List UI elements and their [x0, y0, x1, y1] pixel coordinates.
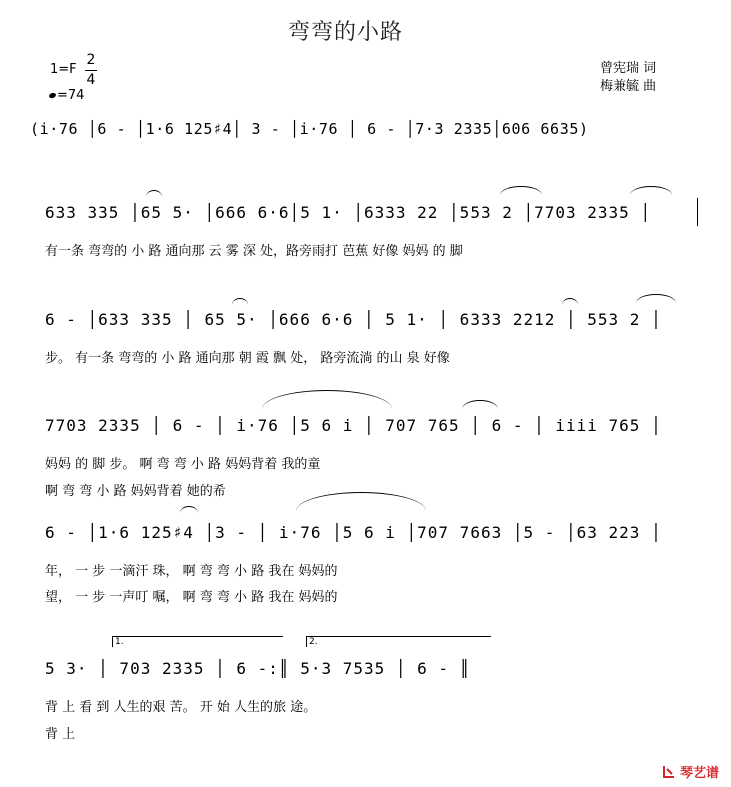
volta-bracket-2: 2.	[306, 636, 491, 647]
song-title: 弯弯的小路	[288, 20, 404, 45]
slur-mark	[630, 186, 672, 195]
slur-mark	[180, 506, 198, 513]
notation-row-2: 633 335 │65 5· │666 6·6│5 1· │6333 22 │553 2 │7703 2335 │	[45, 203, 652, 222]
notation-row-5: 6 - │1·6 125♯4 │3 - │ i·76 │5 6 i │707 7663 │5 - │63 223 │	[45, 523, 662, 542]
volta-bracket-1: 1.	[112, 636, 283, 647]
lyrics-row-5-verse-2: 望， 一 步 一声叮 嘱， 啊 弯 弯 小 路 我在 妈妈的	[45, 590, 338, 605]
slur-mark	[500, 186, 542, 195]
composer-credit: 梅兼毓 曲	[600, 79, 657, 94]
lyrics-row-3: 步。 有一条 弯弯的 小 路 通向那 朝 霞 飘 处， 路旁流淌 的山 泉 好像	[45, 351, 450, 366]
lyrics-row-6-verse-2: 背 上	[45, 727, 76, 742]
quarter-note-icon	[48, 92, 56, 99]
lyrics-row-6-verse-1: 背 上 看 到 人生的艰 苦。 开 始 人生的旅 途。	[45, 700, 317, 715]
slur-mark	[462, 400, 498, 409]
time-signature-top: 2	[86, 52, 96, 68]
slur-mark	[636, 294, 676, 303]
lyrics-row-4-verse-2: 啊 弯 弯 小 路 妈妈背着 她的希	[45, 484, 226, 499]
lyrics-row-2: 有一条 弯弯的 小 路 通向那 云 雾 深 处，路旁雨打 芭蕉 好像 妈妈 的 脚	[45, 244, 463, 259]
slur-mark	[262, 390, 392, 409]
slur-mark	[296, 492, 426, 511]
slur-mark	[146, 190, 162, 197]
logo-icon	[662, 765, 676, 779]
lyrics-row-4-verse-1: 妈妈 的 脚 步。 啊 弯 弯 小 路 妈妈背着 我的童	[45, 457, 321, 472]
notation-row-4: 7703 2335 │ 6 - │ i·76 │5 6 i │ 707 765 │ 6 - │ iiii 765 │	[45, 416, 662, 435]
slur-mark	[562, 298, 578, 305]
barline	[697, 198, 698, 226]
notation-row-1: (i·76 │6 - │1·6 125♯4│ 3 - │i·76 │ 6 - │7·3 2335│606 6635)	[30, 120, 589, 138]
notation-row-3: 6 - │633 335 │ 65 5· │666 6·6 │ 5 1· │ 6333 2212 │ 553 2 │	[45, 310, 662, 329]
slur-mark	[232, 298, 248, 305]
tempo-marking: =74	[57, 88, 85, 103]
notation-row-6: 5 3· │ 703 2335 │ 6 -:║ 5·3 7535 │ 6 - ║	[45, 659, 471, 678]
time-signature-divider	[85, 70, 97, 71]
key-signature: 1=F	[50, 62, 77, 77]
lyrics-row-5-verse-1: 年， 一 步 一滴汗 珠， 啊 弯 弯 小 路 我在 妈妈的	[45, 564, 338, 579]
time-signature-bottom: 4	[86, 72, 96, 88]
site-logo	[662, 762, 719, 781]
logo-text: 琴艺谱	[680, 766, 720, 781]
lyricist-credit: 曾宪瑞 词	[600, 61, 657, 76]
